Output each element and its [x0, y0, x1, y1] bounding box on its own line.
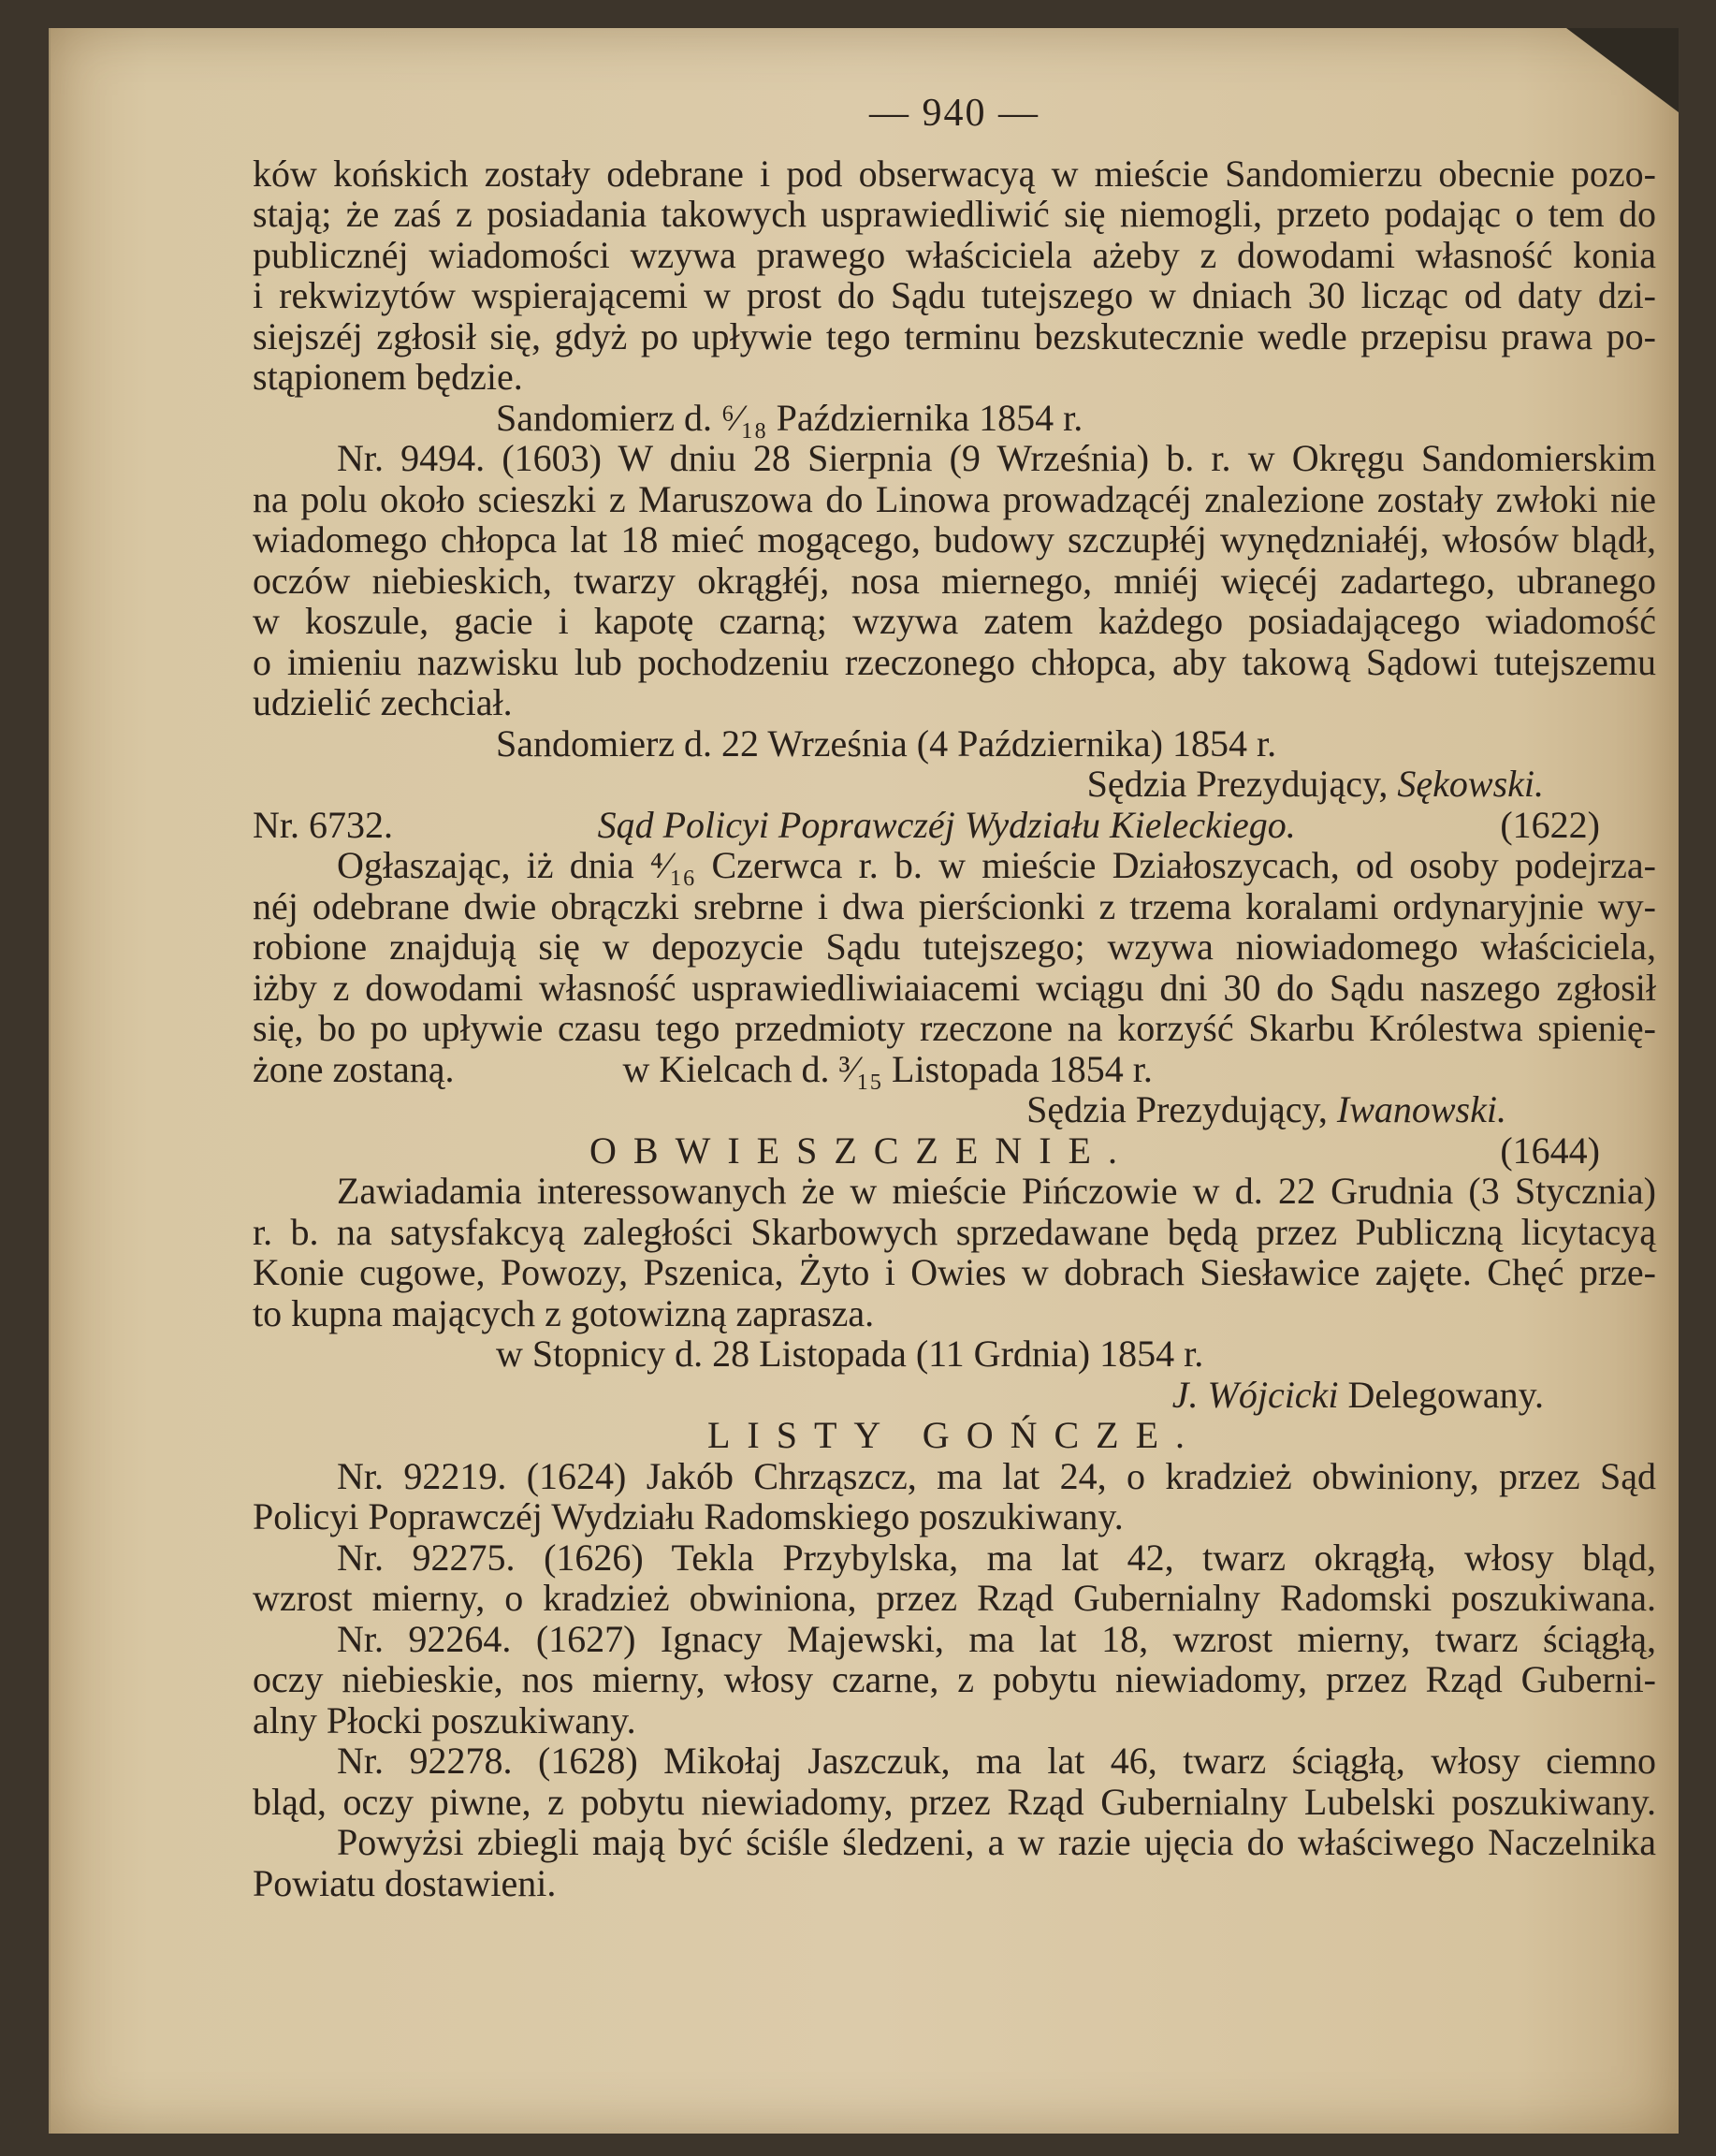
signature-name: Sękowski. — [1397, 763, 1544, 805]
paragraph-rings — [253, 805, 1656, 1130]
notice-code: (1622) — [1500, 803, 1600, 846]
text-line: i rekwizytów wspierającemi w prost do Sądu tutejszego w dniach 30 licząc od daty dzi- — [253, 274, 1656, 316]
signature-title: Sędzia Prezydujący, — [1026, 1088, 1328, 1130]
text-line: iżby z dowodami własność usprawiedliwiaiacemi wciągu dni 30 do Sądu naszego zgłosił — [253, 966, 1656, 1009]
document-text — [253, 94, 1656, 1903]
text-line: robione znajdują się w depozycie Sądu tutejszego; wzywa niowiadomego właściciela, — [253, 925, 1656, 968]
text-line: to kupna mających z gotowizną zaprasza. — [253, 1291, 875, 1334]
case-number: Nr. 6732. — [253, 803, 393, 846]
text-line: Powiatu dostawieni. — [253, 1861, 557, 1904]
text-line — [253, 1049, 1656, 1090]
section-header — [253, 1130, 1656, 1172]
signature-name: J. Wójcicki — [1171, 1373, 1339, 1416]
text-line: néj odebrane dwie obrączki srebrne i dwa pierścionki z trzema koralami ordynaryjnie wy- — [253, 884, 1656, 927]
text-line: stąpionem będzie. — [253, 356, 523, 398]
date-line: w Kielcach d. ³⁄₁₅ Listopada 1854 r. — [622, 1047, 1153, 1090]
text-fragment: żone zostaną. — [253, 1047, 455, 1090]
text-line: wiadomego chłopca lat 18 mieć mogącego, budowy szczupłéj wynędzniałéj, włosów blądł, — [253, 518, 1656, 561]
text-line: r. b. na satysfakcyą zaległości Skarbowych sprzedawane będą przez Publiczną licytacyą — [253, 1210, 1656, 1253]
text-line: Powyżsi zbiegli mają być ściśle śledzeni, a w razie ujęcia do właściwego Naczelnika — [337, 1821, 1656, 1863]
text-line: się, bo po upływie czasu tego przedmioty rzeczone na korzyść Skarbu Królestwa spienię- — [253, 1007, 1656, 1049]
text-line: Konie cugowe, Powozy, Pszenica, Żyto i Owies w dobrach Siesławice zajęte. Chęć prze- — [253, 1251, 1656, 1293]
text-line: ków końskich zostały odebrane i pod obserwacyą w mieście Sandomierzu obecnie pozo- — [253, 152, 1656, 195]
paragraph-body-found — [253, 438, 1656, 805]
text-line: siejszéj zgłosił się, gdyż po upływie tego terminu bezskutecznie wedle przepisu prawa po- — [253, 314, 1656, 357]
section-header — [253, 805, 1656, 846]
text-line: Policyi Poprawczéj Wydziału Radomskiego poszukiwany. — [253, 1495, 1124, 1537]
notice-code: (1644) — [1500, 1129, 1600, 1172]
date-line: Sandomierz d. 22 Września (4 Października) 1854 r. — [496, 721, 1277, 765]
text-line: Zawiadamia interessowanych że w mieście Pińczowie w d. 22 Grudnia (3 Stycznia) — [337, 1170, 1656, 1212]
signature-title: Delegowany. — [1347, 1373, 1544, 1416]
signature-name: Iwanowski. — [1336, 1088, 1506, 1130]
section-title: LISTY GOŃCZE. — [706, 1414, 1202, 1456]
signature-line — [253, 1375, 1656, 1416]
text-line: Nr. 92275. (1626) Tekla Przybylska, ma lat 42, twarz okrągłą, włosy bląd, — [337, 1536, 1656, 1579]
text-line: Nr. 92264. (1627) Ignacy Majewski, ma lat 18, wzrost mierny, twarz ściągłą, — [337, 1617, 1656, 1660]
text-line: w koszule, gacie i kapotę czarną; wzywa zatem każdego posiadającego wiadomość — [253, 600, 1656, 642]
text-line: Nr. 9494. (1603) W dniu 28 Sierpnia (9 Września) b. r. w Okręgu Sandomierskim — [337, 437, 1656, 479]
text-line: stają; że zaś z posiadania takowych usprawiedliwić się niemogli, przeto podając o tem do — [253, 193, 1656, 235]
text-line: Nr. 92219. (1624) Jakób Chrząszcz, ma lat 24, o kradzież obwiniony, przez Sąd — [337, 1454, 1656, 1497]
text-line: publicznéj wiadomości wzywa prawego właściciela ażeby z dowodami własność konia — [253, 233, 1656, 276]
section-title: OBWIESZCZENIE. — [589, 1129, 1134, 1172]
text-line: alny Płocki poszukiwany. — [253, 1698, 636, 1741]
text-line: Nr. 92278. (1628) Mikołaj Jaszczuk, ma lat 46, twarz ściągłą, włosy ciemno — [337, 1740, 1656, 1782]
text-line: o imieniu nazwisku lub pochodzeniu rzeczonego chłopca, aby takową Sądowi tutejszemu — [253, 640, 1656, 683]
text-line: oczów niebieskich, twarzy okrągłéj, nosa miernego, mniéj więcéj zadartego, ubranego — [253, 559, 1656, 602]
court-name: Sąd Policyi Poprawczéj Wydziału Kieleckiego. — [597, 803, 1296, 846]
text-line: bląd, oczy piwne, z pobytu niewiadomy, przez Rząd Gubernialny Lubelski poszukiwany. — [253, 1780, 1656, 1823]
text-line: Ogłaszając, iż dnia ⁴⁄₁₆ Czerwca r. b. w mieście Działoszycach, od osoby podejrza- — [337, 844, 1656, 886]
text-line: oczy niebieskie, nos mierny, włosy czarne, z pobytu niewiadomy, przez Rząd Guberni- — [253, 1658, 1656, 1700]
date-line: Sandomierz d. ⁶⁄₁₈ Października 1854 r. — [496, 396, 1083, 439]
page-number: — 940 — — [869, 92, 1040, 135]
text-line: na polu około scieszki z Maruszowa do Linowa prowadzącéj znalezione zostały zwłoki nie — [253, 477, 1656, 520]
text-line: wzrost mierny, o kradzież obwiniona, przez Rząd Gubernialny Radomski poszukiwana. — [253, 1577, 1656, 1619]
paragraph-horses — [253, 153, 1656, 439]
text-line: udzielić zechciał. — [253, 681, 513, 723]
signature-title: Sędzia Prezydujący, — [1086, 763, 1389, 805]
signature-line — [253, 764, 1656, 805]
date-line: w Stopnicy d. 28 Listopada (11 Grdnia) 1854 r. — [496, 1333, 1204, 1375]
signature-line — [253, 1089, 1656, 1130]
paragraph-auction — [253, 1130, 1656, 1416]
paragraph-wanted — [253, 1415, 1656, 1903]
